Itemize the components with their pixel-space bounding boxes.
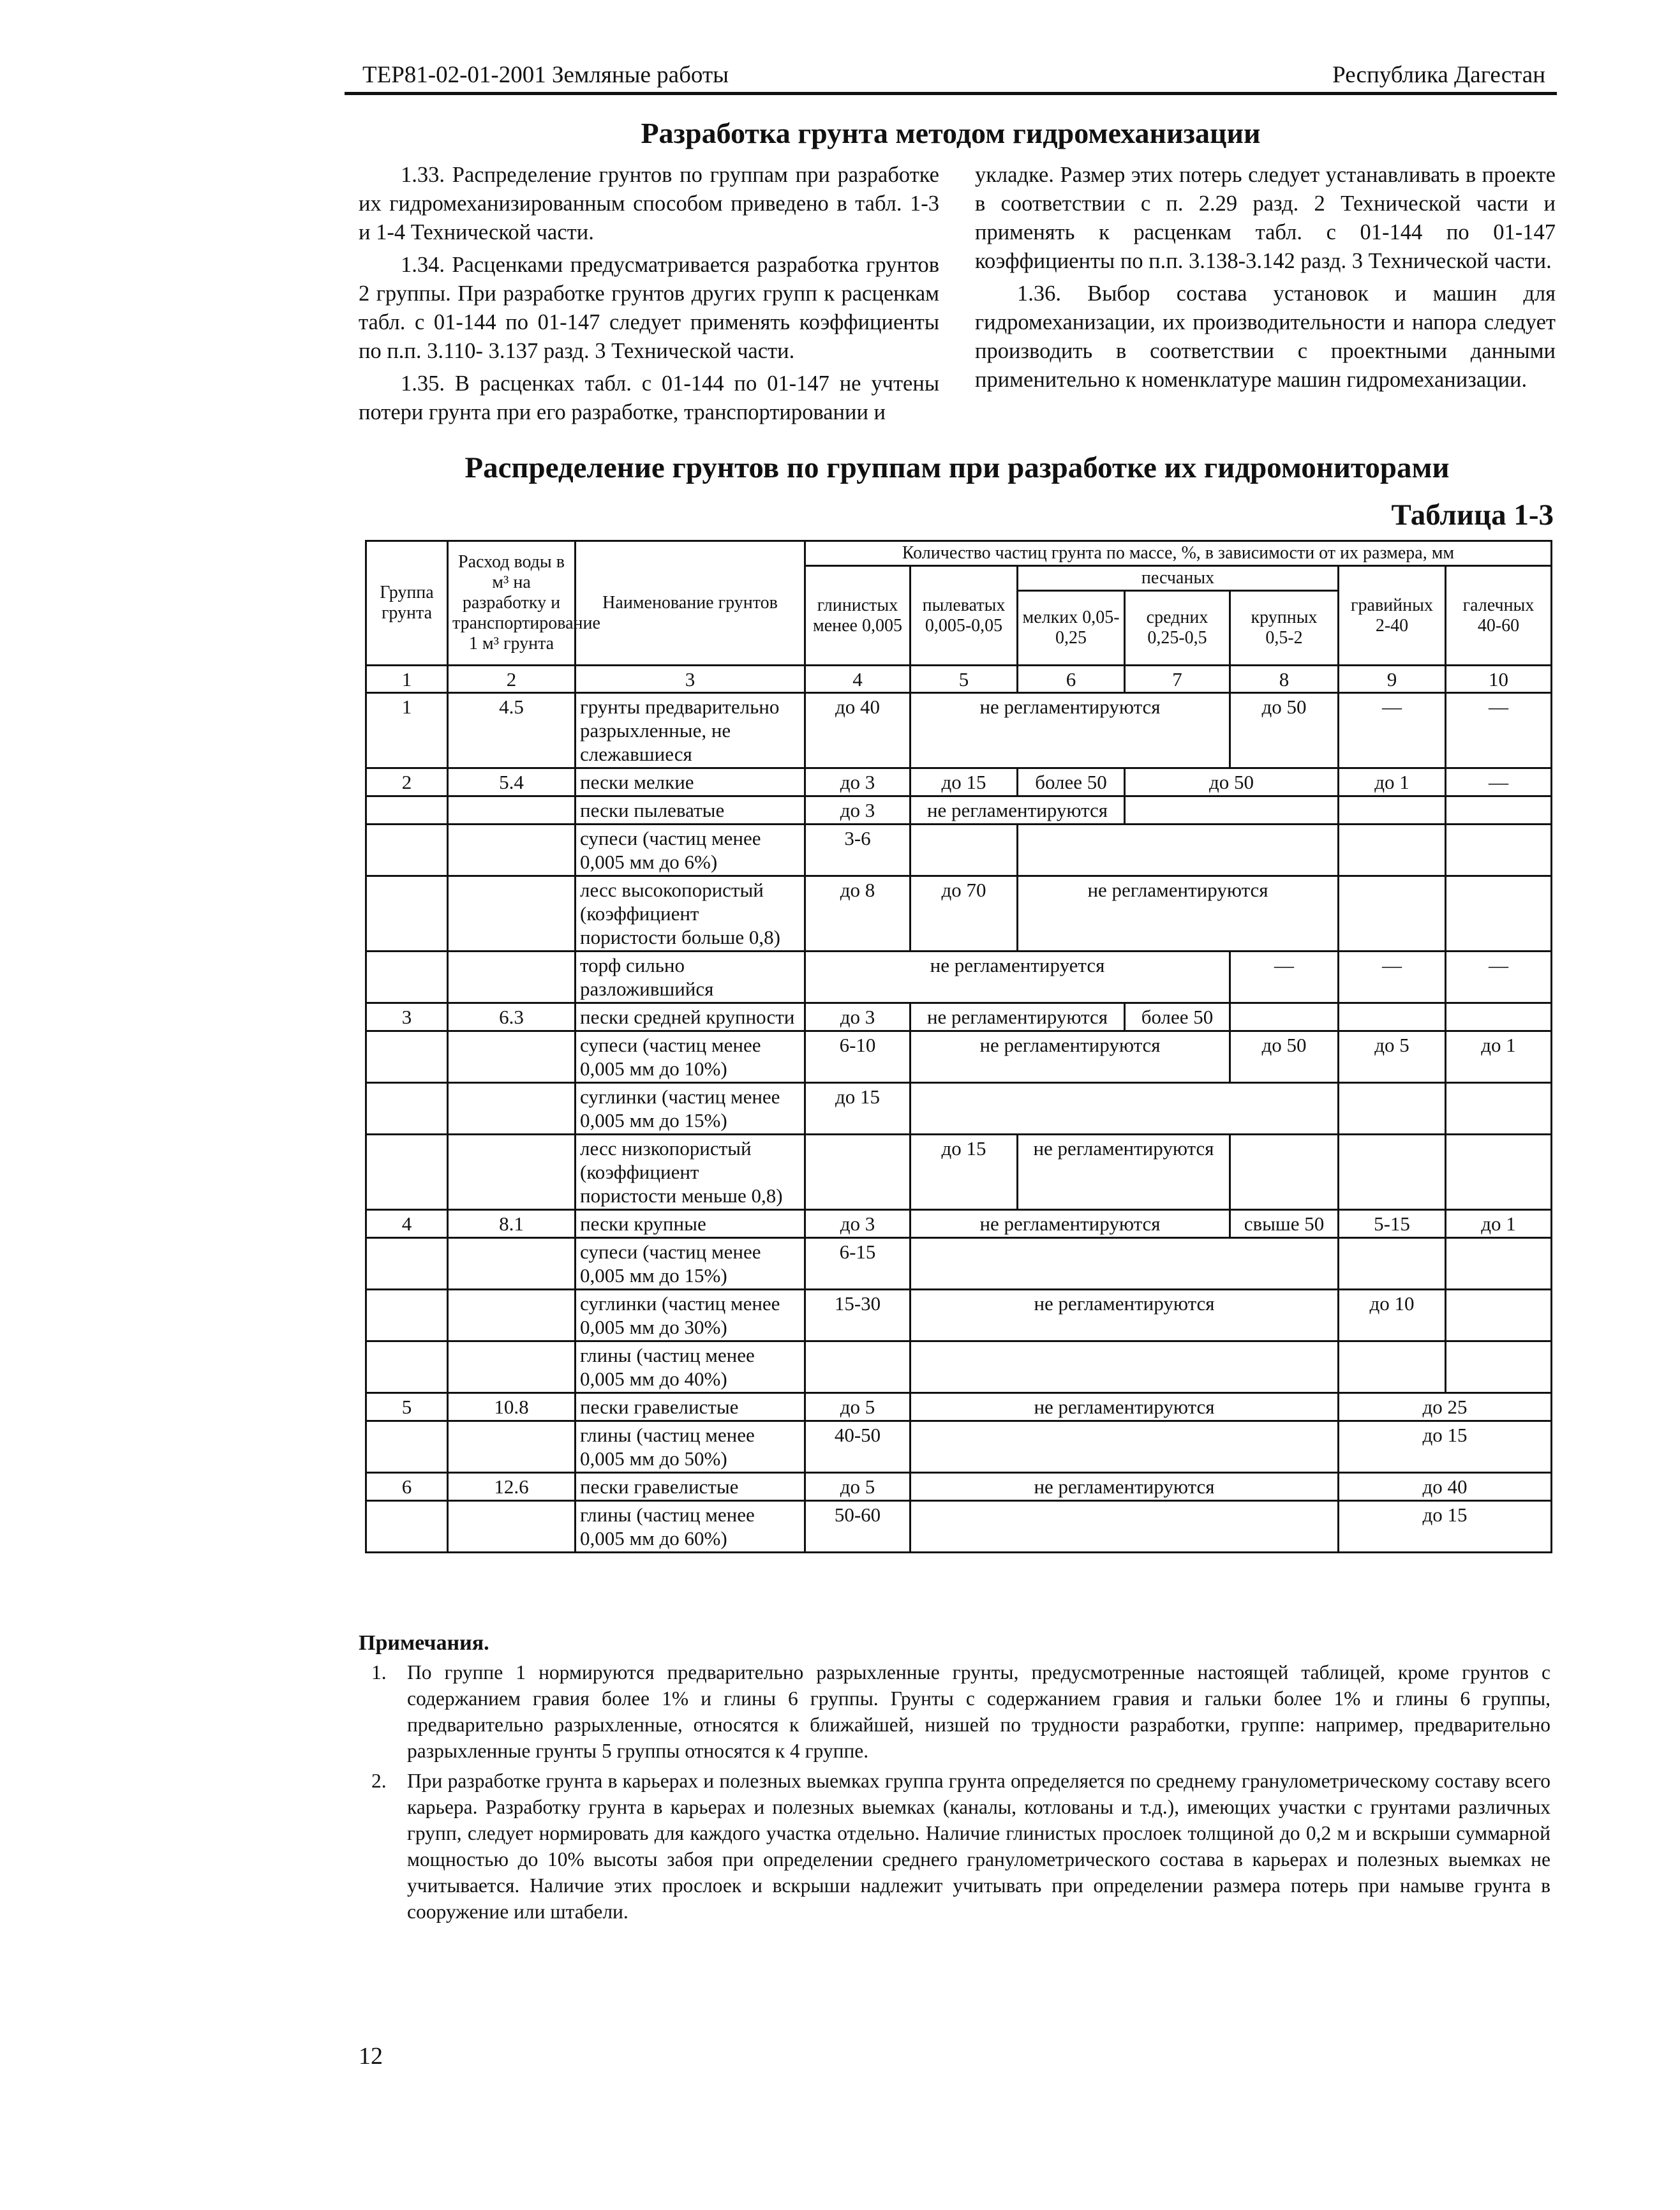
cell-group	[366, 1083, 448, 1135]
cell-water	[448, 796, 576, 825]
cell-silt-sand	[911, 1421, 1339, 1473]
cell-water	[448, 1238, 576, 1290]
header-silt: пылеватых 0,005-0,05	[911, 566, 1018, 666]
cell-medium: более 50	[1125, 1003, 1230, 1031]
text-column-left	[359, 161, 939, 431]
notes-list	[359, 1659, 1550, 1929]
cell-silt-sand	[911, 1238, 1339, 1290]
table-row	[366, 1473, 1552, 1501]
cell-water	[448, 1341, 576, 1393]
cell-silt: до 15	[911, 768, 1018, 796]
cell-gravel: 5-15	[1339, 1210, 1446, 1238]
soil-groups-table	[365, 540, 1552, 1553]
cell-fine: более 50	[1018, 768, 1125, 796]
cell-sand	[1018, 825, 1339, 876]
cell-silt-sand	[911, 1083, 1339, 1135]
cell-clay: до 15	[805, 1083, 911, 1135]
header-gravel: гравийных 2-40	[1339, 566, 1446, 666]
table-row	[366, 1421, 1552, 1473]
cell-water	[448, 825, 576, 876]
column-number: 8	[1230, 666, 1339, 693]
cell-pebble: —	[1446, 768, 1552, 796]
paragraph-1-36: 1.36. Выбор состава установок и машин для гидромеханизации, их производительности и напора следует производить в соответствии с проектными данными применительно к номенклатуре машин гидромеханизации.	[975, 281, 1556, 392]
cell-water	[448, 876, 576, 952]
cell-gravel	[1339, 1238, 1446, 1290]
cell-group: 2	[366, 768, 448, 796]
cell-clay: до 3	[805, 1210, 911, 1238]
cell-pebble	[1446, 1083, 1552, 1135]
paragraph-1-35: 1.35. В расценках табл. с 01-144 по 01-147 не учтены потери грунта при его разработке, транспортировании и	[359, 371, 939, 424]
cell-group: 6	[366, 1473, 448, 1501]
table-row	[366, 1238, 1552, 1290]
cell-water	[448, 1290, 576, 1341]
cell-coarse: свыше 50	[1230, 1210, 1339, 1238]
cell-soil-name: супеси (частиц менее 0,005 мм до 10%)	[576, 1031, 805, 1083]
cell-water: 10.8	[448, 1393, 576, 1421]
cell-pebble: —	[1446, 693, 1552, 768]
cell-soil-name: торф сильно разложившийся	[576, 952, 805, 1003]
cell-not-regulated: не регламентируются	[911, 693, 1230, 768]
column-number: 6	[1018, 666, 1125, 693]
cell-silt-sand	[911, 1501, 1339, 1553]
cell-not-regulated: не регламентируются	[911, 1473, 1339, 1501]
cell-clay: 6-10	[805, 1031, 911, 1083]
table-row	[366, 1135, 1552, 1210]
cell-water	[448, 1083, 576, 1135]
cell-medium-coarse	[1125, 796, 1339, 825]
cell-soil-name: супеси (частиц менее 0,005 мм до 15%)	[576, 1238, 805, 1290]
cell-water	[448, 1031, 576, 1083]
cell-group: 3	[366, 1003, 448, 1031]
cell-gravel: до 10	[1339, 1290, 1446, 1341]
cell-medium-coarse: до 50	[1125, 768, 1339, 796]
cell-water: 8.1	[448, 1210, 576, 1238]
cell-soil-name: пески гравелистые	[576, 1393, 805, 1421]
cell-gravel	[1339, 1135, 1446, 1210]
cell-gravel: до 5	[1339, 1031, 1446, 1083]
cell-soil-name: пески крупные	[576, 1210, 805, 1238]
cell-soil-name: глины (частиц менее 0,005 мм до 50%)	[576, 1421, 805, 1473]
table-row	[366, 1341, 1552, 1393]
paragraph-1-33: 1.33. Распределение грунтов по группам при разработке их гидромеханизированным способом приведено в табл. 1-3 и 1-4 Технической части.	[359, 163, 939, 244]
cell-soil-name: супеси (частиц менее 0,005 мм до 6%)	[576, 825, 805, 876]
cell-gravel-pebble: до 25	[1339, 1393, 1552, 1421]
notes-title: Примечания.	[359, 1631, 489, 1655]
cell-clay: 40-50	[805, 1421, 911, 1473]
cell-not-regulated: не регламентируются	[911, 1031, 1230, 1083]
cell-clay: до 3	[805, 796, 911, 825]
cell-soil-name: суглинки (частиц менее 0,005 мм до 30%)	[576, 1290, 805, 1341]
cell-pebble	[1446, 825, 1552, 876]
header-water: Расход воды в м³ на разработку и транспортирование 1 м³ грунта	[448, 541, 576, 666]
table-row	[366, 1393, 1552, 1421]
column-number: 10	[1446, 666, 1552, 693]
cell-clay: 50-60	[805, 1501, 911, 1553]
cell-soil-name: пески пылеватые	[576, 796, 805, 825]
column-number: 9	[1339, 666, 1446, 693]
cell-pebble	[1446, 1341, 1552, 1393]
cell-pebble: до 1	[1446, 1210, 1552, 1238]
cell-pebble	[1446, 1003, 1552, 1031]
table-row	[366, 1210, 1552, 1238]
column-number: 5	[911, 666, 1018, 693]
cell-gravel-pebble: до 15	[1339, 1501, 1552, 1553]
cell-group: 5	[366, 1393, 448, 1421]
cell-group: 4	[366, 1210, 448, 1238]
cell-coarse: до 50	[1230, 1031, 1339, 1083]
column-number: 2	[448, 666, 576, 693]
cell-not-regulated: не регламентируются	[911, 1210, 1230, 1238]
cell-water: 5.4	[448, 768, 576, 796]
cell-gravel	[1339, 796, 1446, 825]
cell-not-regulated: не регламентируются	[911, 1003, 1125, 1031]
header-coarse: крупных 0,5-2	[1230, 591, 1339, 666]
table-header-row	[366, 541, 1552, 566]
header-group: Группа грунта	[366, 541, 448, 666]
cell-gravel: до 1	[1339, 768, 1446, 796]
cell-silt	[911, 825, 1018, 876]
cell-group	[366, 1421, 448, 1473]
cell-pebble	[1446, 876, 1552, 952]
header-fine: мелких 0,05-0,25	[1018, 591, 1125, 666]
header-pebble: галечных 40-60	[1446, 566, 1552, 666]
table-row	[366, 1501, 1552, 1553]
cell-group	[366, 825, 448, 876]
header-region: Республика Дагестан	[1332, 62, 1545, 88]
cell-water	[448, 1135, 576, 1210]
paragraph-1-34: 1.34. Расценками предусматривается разработка грунтов 2 группы. При разработке грунтов других групп к расценкам табл. с 01-144 по 01-147 следует применять коэффициенты по п.п. 3.110- 3.137 разд. 3 Технической части.	[359, 253, 939, 363]
cell-water	[448, 1501, 576, 1553]
cell-clay: 3-6	[805, 825, 911, 876]
cell-pebble	[1446, 1238, 1552, 1290]
cell-not-regulated: не регламентируются	[1018, 876, 1339, 952]
cell-group	[366, 1501, 448, 1553]
cell-silt: до 70	[911, 876, 1018, 952]
cell-not-regulated: не регламентируются	[911, 1393, 1339, 1421]
cell-clay	[805, 1341, 911, 1393]
column-number: 7	[1125, 666, 1230, 693]
cell-clay: до 8	[805, 876, 911, 952]
table-row	[366, 693, 1552, 768]
table-row	[366, 1083, 1552, 1135]
cell-not-regulated: не регламентируются	[1018, 1135, 1230, 1210]
column-number: 1	[366, 666, 448, 693]
cell-clay	[805, 1135, 911, 1210]
cell-pebble	[1446, 1135, 1552, 1210]
cell-coarse: до 50	[1230, 693, 1339, 768]
cell-clay: до 3	[805, 768, 911, 796]
table-row	[366, 876, 1552, 952]
header-particles: Количество частиц грунта по массе, %, в зависимости от их размера, мм	[805, 541, 1552, 566]
note-item	[359, 1659, 1550, 1764]
table-row	[366, 1031, 1552, 1083]
cell-water	[448, 952, 576, 1003]
cell-group	[366, 1290, 448, 1341]
cell-group	[366, 1135, 448, 1210]
cell-gravel: —	[1339, 693, 1446, 768]
note-number: 2.	[371, 1770, 387, 1792]
header-clay: глинистых менее 0,005	[805, 566, 911, 666]
cell-clay: 15-30	[805, 1290, 911, 1341]
cell-pebble: до 1	[1446, 1031, 1552, 1083]
cell-water: 6.3	[448, 1003, 576, 1031]
header-name: Наименование грунтов	[576, 541, 805, 666]
column-number: 4	[805, 666, 911, 693]
page-number: 12	[359, 2043, 383, 2070]
cell-soil-name: пески гравелистые	[576, 1473, 805, 1501]
text-column-right	[975, 161, 1556, 398]
cell-pebble: —	[1446, 952, 1552, 1003]
table-row	[366, 1003, 1552, 1031]
table-row	[366, 1290, 1552, 1341]
cell-group	[366, 1031, 448, 1083]
column-numbers-row	[366, 666, 1552, 693]
cell-soil-name: глины (частиц менее 0,005 мм до 60%)	[576, 1501, 805, 1553]
note-text: При разработке грунта в карьерах и полезных выемках группа грунта определяется по среднему гранулометрическому составу всего карьера. Разработку грунта в карьерах и полезных выемках (каналы, котлованы и т.д.), имеющих участки с грунтами различных групп, следует нормировать для каждого участка отдельно. Наличие глинистых прослоек толщиной до 0,2 м и вскрыши суммарной мощностью до 10% высоты забоя при определении среднего гранулометрического состава в карьерах и полезных выемках не учитывается. Наличие этих прослоек и вскрыши надлежит учитывать при определении размера потерь при намыве грунта в сооружение или штабели.	[407, 1770, 1550, 1923]
cell-soil-name: пески средней крупности	[576, 1003, 805, 1031]
cell-gravel	[1339, 1341, 1446, 1393]
cell-group	[366, 796, 448, 825]
cell-soil-name: грунты предварительно разрыхленные, не слежавшиеся	[576, 693, 805, 768]
cell-water	[448, 1421, 576, 1473]
table-row	[366, 768, 1552, 796]
cell-soil-name: суглинки (частиц менее 0,005 мм до 15%)	[576, 1083, 805, 1135]
column-number: 3	[576, 666, 805, 693]
header-sand: песчаных	[1018, 566, 1339, 591]
cell-coarse	[1230, 1003, 1339, 1031]
cell-group	[366, 876, 448, 952]
cell-coarse	[1230, 1135, 1339, 1210]
table-row	[366, 796, 1552, 825]
table-title: Распределение грунтов по группам при разработке их гидромониторами	[465, 451, 1450, 484]
header-document-code: ТЕР81-02-01-2001 Земляные работы	[362, 62, 729, 88]
paragraph-1-35-continued: укладке. Размер этих потерь следует устанавливать в проекте в соответствии с п. 2.29 разд. 2 Технической части и применять к расценкам табл. с 01-144 по 01-147 коэффициенты по п.п. 3.138-3.142 разд. 3 Технической части.	[975, 163, 1556, 273]
cell-water: 4.5	[448, 693, 576, 768]
cell-soil-name: глины (частиц менее 0,005 мм до 40%)	[576, 1341, 805, 1393]
header-medium: средних 0,25-0,5	[1125, 591, 1230, 666]
cell-pebble	[1446, 796, 1552, 825]
cell-clay: до 5	[805, 1473, 911, 1501]
cell-silt: до 15	[911, 1135, 1018, 1210]
note-item	[359, 1768, 1550, 1925]
cell-gravel-pebble: до 15	[1339, 1421, 1552, 1473]
cell-soil-name: лесс низкопористый (коэффициент пористости меньше 0,8)	[576, 1135, 805, 1210]
cell-not-regulated: не регламентируются	[911, 1290, 1339, 1341]
cell-pebble	[1446, 1290, 1552, 1341]
page-header	[345, 59, 1557, 95]
table-label: Таблица 1-3	[1391, 498, 1554, 532]
cell-coarse: —	[1230, 952, 1339, 1003]
cell-silt-sand	[911, 1341, 1339, 1393]
cell-clay: до 3	[805, 1003, 911, 1031]
cell-gravel	[1339, 1083, 1446, 1135]
cell-group	[366, 1238, 448, 1290]
table-row	[366, 952, 1552, 1003]
cell-gravel	[1339, 825, 1446, 876]
note-text: По группе 1 нормируются предварительно разрыхленные грунты, предусмотренные настоящей таблицей, кроме грунтов с содержанием гравия более 1% и глины 6 группы. Грунты с содержанием гравия и гальки более 1% и глины 6 группы, предварительно разрыхленные, относятся к ближайшей, низшей по трудности разработки, группе: например, предварительно разрыхленные грунты 5 группы относятся к 4 группе.	[407, 1661, 1550, 1762]
cell-soil-name: пески мелкие	[576, 768, 805, 796]
cell-clay: до 5	[805, 1393, 911, 1421]
cell-group	[366, 952, 448, 1003]
cell-water: 12.6	[448, 1473, 576, 1501]
cell-clay: 6-15	[805, 1238, 911, 1290]
cell-soil-name: лесс высокопористый (коэффициент пористости больше 0,8)	[576, 876, 805, 952]
cell-gravel-pebble: до 40	[1339, 1473, 1552, 1501]
section-title: Разработка грунта методом гидромеханизации	[641, 117, 1261, 149]
cell-gravel: —	[1339, 952, 1446, 1003]
cell-clay: до 40	[805, 693, 911, 768]
cell-gravel	[1339, 876, 1446, 952]
note-number: 1.	[371, 1661, 387, 1684]
cell-gravel	[1339, 1003, 1446, 1031]
cell-not-regulated: не регламентируется	[805, 952, 1230, 1003]
cell-not-regulated: не регламентируются	[911, 796, 1125, 825]
table-row	[366, 825, 1552, 876]
cell-group	[366, 1341, 448, 1393]
cell-group: 1	[366, 693, 448, 768]
